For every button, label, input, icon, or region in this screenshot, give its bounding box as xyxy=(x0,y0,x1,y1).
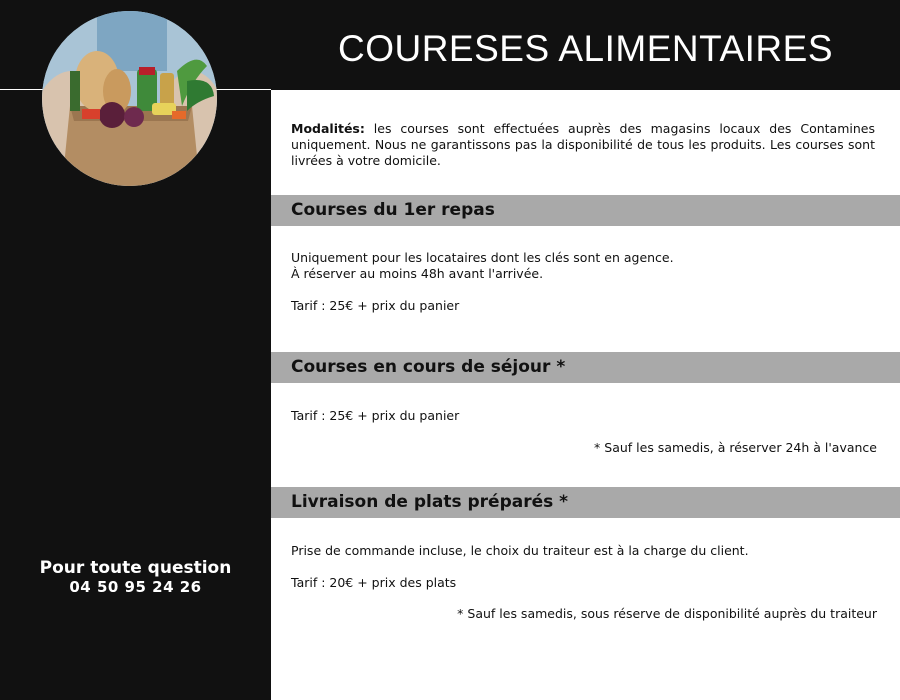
section-text: À réserver au moins 48h avant l'arrivée. xyxy=(291,266,544,281)
contact-phone[interactable]: 04 50 95 24 26 xyxy=(69,578,202,596)
section-text: Uniquement pour les locataires dont les clés sont en agence. xyxy=(291,250,674,265)
intro-paragraph xyxy=(291,121,875,169)
section-note: * Sauf les samedis, sous réserve de disponibilité auprès du traiteur xyxy=(457,606,877,621)
intro-label: Modalités: xyxy=(291,121,365,136)
page-title: COURESES ALIMENTAIRES xyxy=(337,28,834,69)
section-header-during-stay xyxy=(271,352,900,383)
section-price: Tarif : 20€ + prix des plats xyxy=(291,575,457,590)
section-title: Livraison de plats préparés * xyxy=(291,492,569,512)
section-text: Prise de commande incluse, le choix du traiteur est à la charge du client. xyxy=(291,543,749,558)
section-title: Courses en cours de séjour * xyxy=(291,357,566,377)
groceries-bag-image xyxy=(42,11,217,186)
main-content xyxy=(271,90,900,700)
intro-text: les courses sont effectuées auprès des magasins locaux des Contamines uniquement. Nous ne garantissons pas la disponibilité de tous les produits. Les courses sont livrées à votre domicile. xyxy=(291,121,875,168)
section-price: Tarif : 25€ + prix du panier xyxy=(291,408,460,423)
section-note: * Sauf les samedis, à réserver 24h à l'avance xyxy=(594,440,877,455)
section-header-first-meal xyxy=(271,195,900,226)
section-title: Courses du 1er repas xyxy=(291,200,495,220)
section-header-prepared-meals xyxy=(271,487,900,518)
section-price: Tarif : 25€ + prix du panier xyxy=(291,298,460,313)
contact-block xyxy=(0,558,271,596)
header xyxy=(271,0,900,90)
contact-question: Pour toute question xyxy=(39,558,232,578)
sidebar xyxy=(0,0,271,700)
groceries-photo xyxy=(42,11,217,186)
